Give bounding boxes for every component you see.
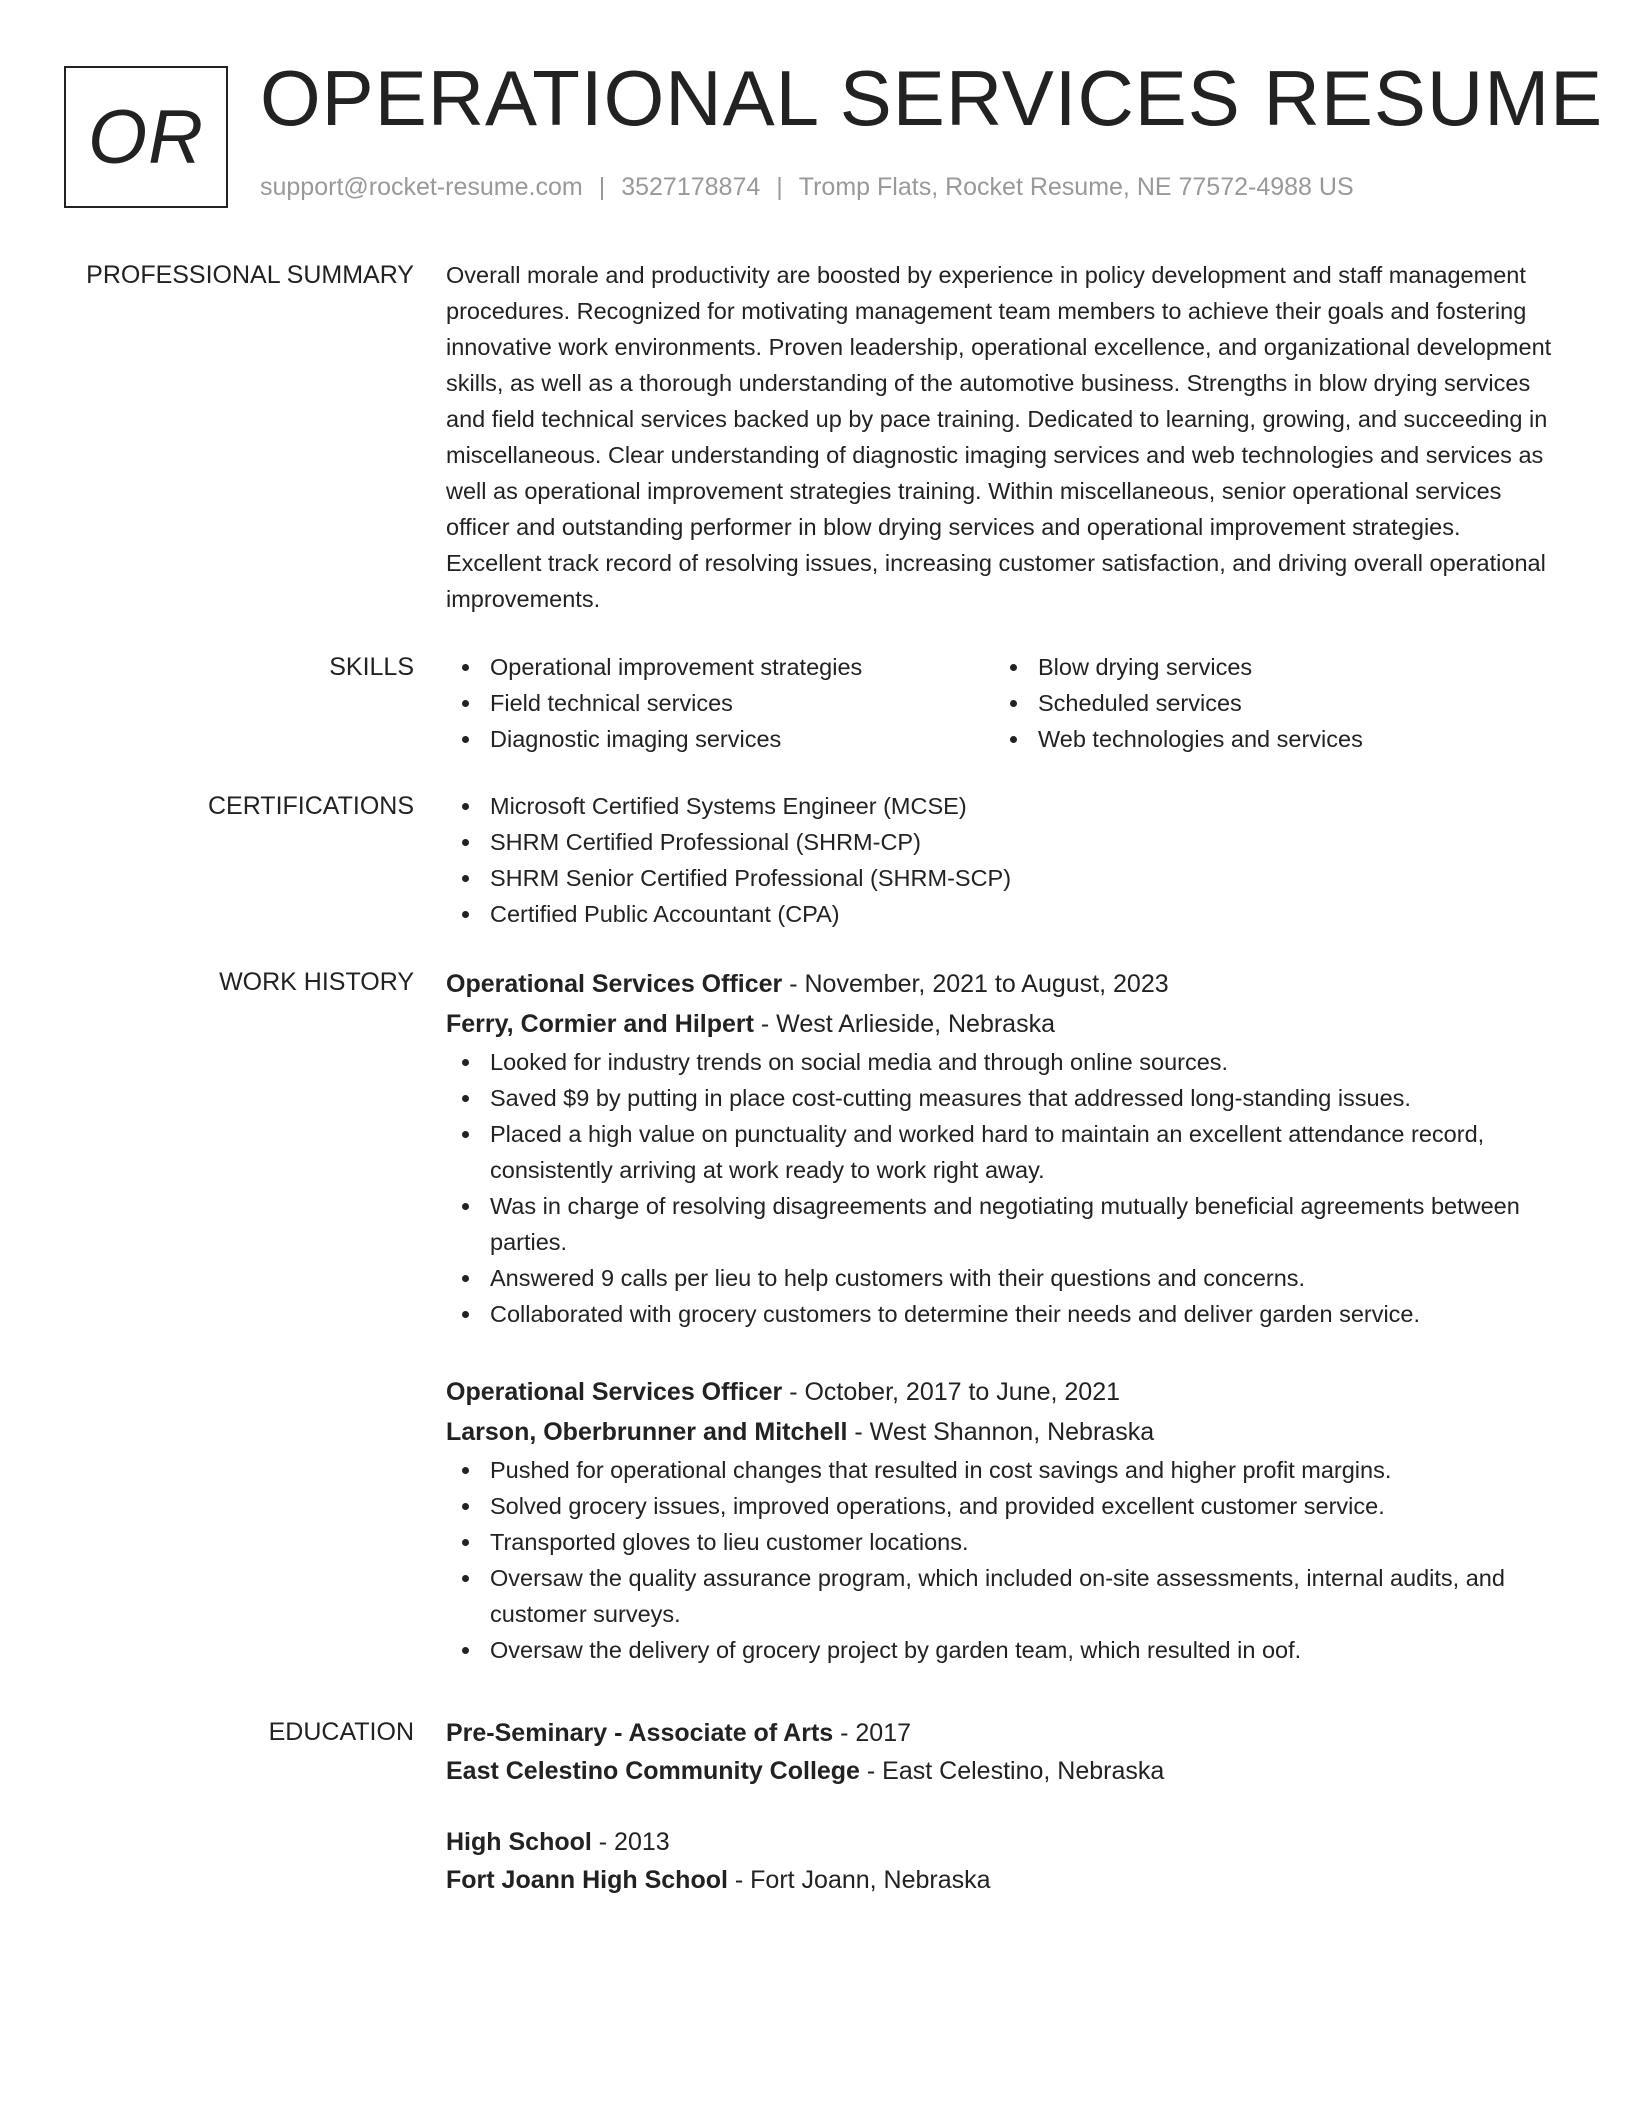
job-dates: - November, 2021 to August, 2023 <box>782 970 1169 998</box>
education-year: - 2013 <box>591 1828 670 1856</box>
list-item: Oversaw the delivery of grocery project by garden team, which resulted in oof. <box>446 1632 1556 1668</box>
list-item: Placed a high value on punctuality and worked hard to maintain an excellent attendance record, consistently arriving at work ready to work right away. <box>446 1116 1556 1188</box>
contact-phone[interactable]: 3527178874 <box>621 173 761 201</box>
monogram-initials: OR <box>88 94 204 180</box>
job-title-line <box>446 1372 1556 1412</box>
list-item: Solved grocery issues, improved operations, and provided excellent customer service. <box>446 1488 1556 1524</box>
list-item: Field technical services <box>446 685 994 721</box>
monogram-box <box>64 66 228 208</box>
skills-grid <box>446 649 1556 757</box>
education-school: Fort Joann High School <box>446 1866 728 1894</box>
job-location: - West Shannon, Nebraska <box>847 1418 1155 1446</box>
list-item: SHRM Certified Professional (SHRM-CP) <box>446 824 1556 860</box>
section-label-summary: PROFESSIONAL SUMMARY <box>86 261 414 289</box>
list-item: Collaborated with grocery customers to determine their needs and deliver garden service. <box>446 1296 1556 1332</box>
education-school-line <box>446 1861 1556 1899</box>
education-degree: Pre-Seminary - Associate of Arts <box>446 1719 834 1747</box>
job-dates: - October, 2017 to June, 2021 <box>782 1378 1120 1406</box>
list-item: Blow drying services <box>994 649 1542 685</box>
education-school-line <box>446 1752 1556 1790</box>
list-item: Transported gloves to lieu customer locations. <box>446 1524 1556 1560</box>
section-label-education: EDUCATION <box>268 1718 414 1746</box>
job-company-line <box>446 1412 1556 1452</box>
work-body-job2 <box>446 1372 1556 1668</box>
summary-text: Overall morale and productivity are boosted by experience in policy development and staff management procedures. Recognized for motivating management team members to achieve their goals and fostering innovative work environments. Proven leadership, operational excellence, and organizational development skills, as well as a thorough understanding of the automotive business. Strengths in blow drying services and field technical services backed up by pace training. Dedicated to learning, growing, and succeeding in miscellaneous. Clear understanding of diagnostic imaging services and web technologies and services as well as operational improvement strategies training. Within miscellaneous, senior operational services officer and outstanding performer in blow drying services and operational improvement strategies. Excellent track record of resolving issues, increasing customer satisfaction, and driving overall operational improvements. <box>446 262 1552 612</box>
list-item: Oversaw the quality assurance program, which included on-site assessments, internal audits, and customer surveys. <box>446 1560 1556 1632</box>
contact-separator: | <box>776 173 783 201</box>
education-degree: High School <box>446 1828 592 1856</box>
contact-email[interactable]: support@rocket-resume.com <box>260 173 583 201</box>
section-label-skills: SKILLS <box>329 653 414 681</box>
education-entry <box>446 1823 1556 1899</box>
job-company: Ferry, Cormier and Hilpert <box>446 1010 754 1038</box>
section-label-work: WORK HISTORY <box>219 968 414 996</box>
list-item: Certified Public Accountant (CPA) <box>446 896 1556 932</box>
certifications-body <box>446 788 1556 932</box>
skills-list-right <box>994 649 1542 757</box>
resume-title: OPERATIONAL SERVICES RESUME <box>260 54 1604 142</box>
job-title: Operational Services Officer <box>446 970 783 998</box>
job-company: Larson, Oberbrunner and Mitchell <box>446 1418 848 1446</box>
skills-body <box>446 649 1556 757</box>
education-year: - 2017 <box>833 1719 912 1747</box>
skills-list-left <box>446 649 994 757</box>
summary-body <box>446 257 1556 617</box>
education-degree-line <box>446 1714 1556 1752</box>
job-bullets <box>446 1044 1556 1332</box>
work-body <box>446 964 1556 1332</box>
job-entry <box>446 1372 1556 1668</box>
section-label-certifications: CERTIFICATIONS <box>207 792 414 820</box>
list-item: Scheduled services <box>994 685 1542 721</box>
list-item: Was in charge of resolving disagreements and negotiating mutually beneficial agreements between parties. <box>446 1188 1556 1260</box>
job-entry <box>446 964 1556 1332</box>
education-degree-line <box>446 1823 1556 1861</box>
list-item: Diagnostic imaging services <box>446 721 994 757</box>
list-item: Pushed for operational changes that resulted in cost savings and higher profit margins. <box>446 1452 1556 1488</box>
job-bullets <box>446 1452 1556 1668</box>
contact-separator: | <box>598 173 606 201</box>
list-item: Operational improvement strategies <box>446 649 994 685</box>
job-location: - West Arlieside, Nebraska <box>753 1010 1055 1038</box>
job-company-line <box>446 1004 1556 1044</box>
list-item: Saved $9 by putting in place cost-cutting measures that addressed long-standing issues. <box>446 1080 1556 1116</box>
list-item: Web technologies and services <box>994 721 1542 757</box>
job-title: Operational Services Officer <box>446 1378 783 1406</box>
education-location: - East Celestino, Nebraska <box>859 1757 1165 1785</box>
education-entry <box>446 1714 1556 1790</box>
certifications-list <box>446 788 1556 932</box>
list-item: Looked for industry trends on social media and through online sources. <box>446 1044 1556 1080</box>
contact-line <box>260 173 1354 202</box>
list-item: Answered 9 calls per lieu to help customers with their questions and concerns. <box>446 1260 1556 1296</box>
education-school: East Celestino Community College <box>446 1757 860 1785</box>
list-item: SHRM Senior Certified Professional (SHRM-SCP) <box>446 860 1556 896</box>
job-title-line <box>446 964 1556 1004</box>
list-item: Microsoft Certified Systems Engineer (MCSE) <box>446 788 1556 824</box>
education-body <box>446 1714 1556 1899</box>
contact-address: Tromp Flats, Rocket Resume, NE 77572-4988 US <box>798 173 1354 201</box>
education-location: - Fort Joann, Nebraska <box>727 1866 991 1894</box>
